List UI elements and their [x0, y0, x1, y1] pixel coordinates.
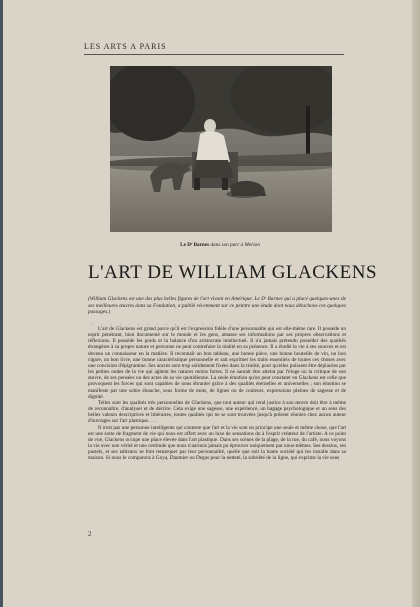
page-number: 2	[88, 530, 92, 538]
scan-edge	[0, 0, 3, 607]
header-rule	[84, 54, 344, 55]
running-head: LES ARTS A PARIS	[84, 42, 167, 51]
photo-caption	[90, 242, 350, 248]
article-body	[88, 326, 346, 461]
paragraph: Il n'est pas une personne intelligente qui conteste que l'art et la vie sont en principe une seule et même chose, que l'art est une sorte de fragment de vie qui nous est offert avec un luxe de sensations du à l'esprit créateur de l'artiste. A ce point de vue, Glackens occupe une place élevée dans l'art plastique. Dans ses scènes de la plage, de la rue, du café, nous voyons la vie avec une vérité et une certitude que nous n'aurions jamais pu éprouver uniquement par nous-mêmes. Ses dessins, ses pastels, et ses tableaux se font remarquer par leur personnalité, quelle que soit la haute société qui les installe dans sa maison. Si nous le comparons à Goya, Daumier ou Degas pour la netteté, la sobriété de la ligne, qui exprime la vie sous	[88, 424, 346, 462]
caption-name: Le Dʳ Barnes	[180, 242, 210, 248]
article-title: L'ART DE WILLIAM GLACKENS	[88, 262, 378, 283]
photograph	[110, 66, 332, 232]
elision-dots: . . . . . . . . . . . . . . . . . .	[92, 321, 253, 327]
caption-place: dans son parc à Merion	[210, 242, 260, 248]
page-gutter-shadow	[412, 0, 420, 607]
paragraph: L'art de Glackens est grand parce qu'il est l'expression fidèle d'une personnalité qui est elle-même rare. Il possède un esprit pénétrant, bien documenté sur le monde et les gens, amasse ses informations par ses propres observations et réflexions. Il possède les poids et la balance d'un aristocrate intellectuel. Il n'a jamais prétendu posséder des qualités étrangères à sa propre nature et personne ne peut contrefaire la réalité en sa présence. Il a étudié la vie à ses sources et est devenu un connaisseur en la matière. Il reconnaît un bon tableau, une bonne pièce, une bonne bouteille de vin, un bon cigare, un bon livre, une bonne caractéristique personnelle et sait exprimer les traits essentiels de toutes ces choses avec une concision d'épigramme. Ses ancres sont trop solidement fixées dans la réalité, pour qu'elles puissent être déplacées par les petites ondes de la vie qui agitent les natures moins fortes. Il ne saurait être atteint par l'éloge ou la critique de son œuvre, de ses pensées ou des actes de sa vie quotidienne. La seule émotion qu'on peut constater en Glackens est celle que provoquent les forces qui sont capables de nous ébranler grâce à des qualités éternelles et universelles ; son émotion se manifeste par une sobre ébauche, sous forme de mots, de lignes ou de couleurs, expressions pleines de sagesse et de dignité.	[88, 326, 346, 400]
paragraph: Telles sont les qualités très personnelles de Glackens, que tout auteur qui rend justice à son œuvre doit être à même de reconnaître, d'analyser et de décrire. Cela exige une sagesse, une expérience, un bagage psychologique et un sens des belles valeurs descriptives et littéraires, toutes qualités qui ne se sont trouvées jusqu'à présent réunies chez aucun auteur d'ouvrages sur l'art plastique. . . .	[88, 399, 346, 425]
article-lead: (William Glackens est une des plus belles figures de l'art vivant en Amérique. Le Dʳ Barnes qui a placé quelques-unes de ses meilleures œuvres dans sa Fondation, a publié récemment sur ce peintre une étude dont nous détachons ces quelques passages.)	[88, 296, 346, 316]
garden-photo-illustration	[110, 66, 332, 232]
